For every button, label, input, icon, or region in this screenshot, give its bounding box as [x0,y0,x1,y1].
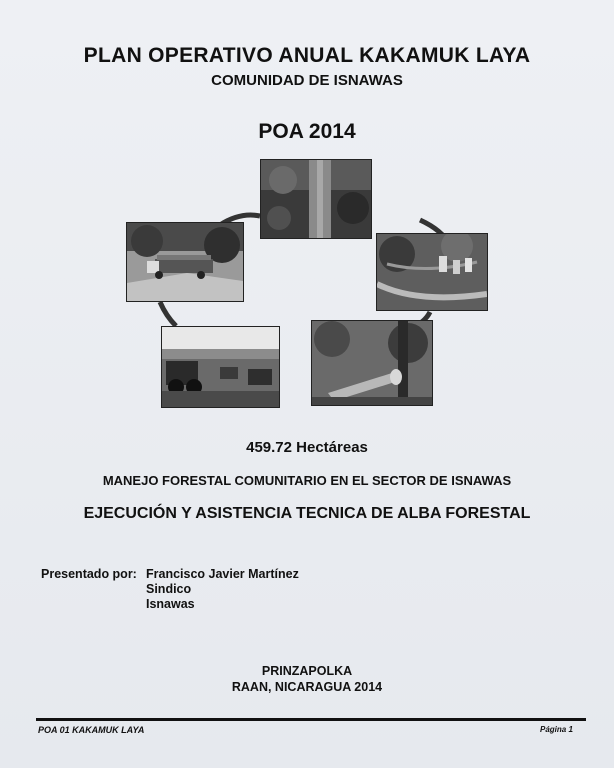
presenter-role: Sindico [146,582,192,596]
photo-logging-machinery [161,326,280,408]
location-block [0,663,614,695]
presented-by-label: Presentado por: [41,567,137,581]
photo-felling-crew [376,233,488,311]
photo-logging-truck [126,222,244,302]
document-title: PLAN OPERATIVO ANUAL KAKAMUK LAYA [83,44,531,67]
arrow-bottom-left [160,302,176,326]
location-line-2: RAAN, NICARAGUA 2014 [231,680,383,694]
location-line-1: PRINZAPOLKA [261,664,353,678]
presenter-community: Isnawas [146,597,195,611]
photo-forest-trunk [260,159,372,239]
poa-year-heading: POA 2014 [258,120,356,143]
footer-divider [36,718,586,721]
document-subtitle: COMUNIDAD DE ISNAWAS [211,72,403,89]
footer-page-number: Página 1 [540,725,573,734]
footer-document-id: POA 01 KAKAMUK LAYA [38,725,145,735]
execution-heading: EJECUCIÓN Y ASISTENCIA TECNICA DE ALBA FORESTAL [83,505,531,522]
hectares-label: 459.72 Hectáreas [246,439,368,456]
management-heading: MANEJO FORESTAL COMUNITARIO EN EL SECTOR DE ISNAWAS [102,473,512,488]
presenter-name: Francisco Javier Martínez [146,567,299,581]
photo-cut-log [311,320,433,406]
